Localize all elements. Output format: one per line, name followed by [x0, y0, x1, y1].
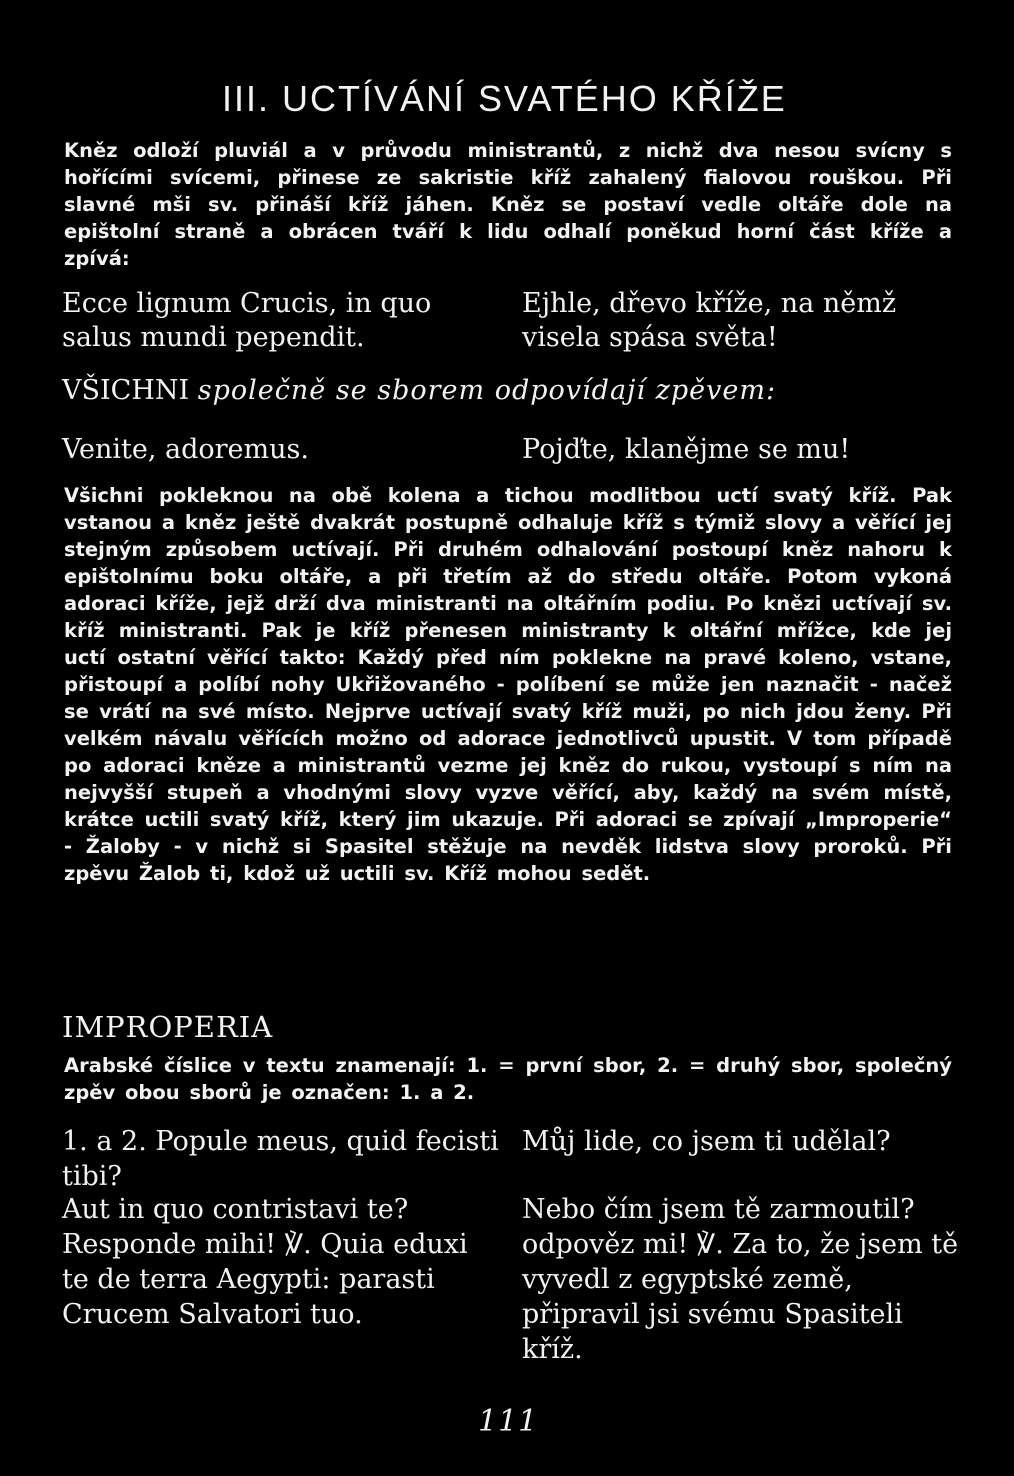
- venite-latin: Venite, adoremus.: [62, 434, 309, 465]
- vsichni-text: společně se sborem odpovídají zpěvem:: [197, 375, 777, 406]
- rubric-procession: Kněz odloží pluviál a v průvodu ministrantů, z nichž dva nesou svícny s hořícími svícemi, přinese ze sakristie kříž zahalený fialovou rouškou. Při slavné mši sv. přináší kříž jáhen. Kněz se postaví vedle oltáře dole na epištolní straně a obrácen tváří k lidu odhalí poněkud horní část kříže a zpívá:: [64, 139, 952, 270]
- venite-czech: Pojďte, klanějme se mu!: [522, 434, 851, 465]
- verse-2-latin: Aut in quo contristavi te? Responde mihi! ℣. Quia eduxi te de terra Aegypti: parasti Crucem Salvatori tuo.: [62, 1194, 468, 1330]
- verse-1-czech: Můj lide, co jsem ti udělal?: [522, 1126, 891, 1157]
- improperia-heading: IMPROPERIA: [62, 1010, 274, 1044]
- verse-1-latin: 1. a 2. Popule meus, quid fecisti tibi?: [62, 1126, 499, 1192]
- page-number: 111: [478, 1404, 539, 1439]
- ecce-czech: Ejhle, dřevo kříže, na němž visela spása světa!: [522, 288, 897, 353]
- rubric-choirs: Arabské číslice v textu znamenají: 1. = první sbor, 2. = druhý sbor, společný zpěv obou sborů je označen: 1. a 2.: [64, 1054, 952, 1104]
- verse-2-czech: Nebo čím jsem tě zarmoutil? odpověz mi! ℣. Za to, že jsem tě vyvedl z egyptské země, připravil jsi svému Spasiteli kříž.: [522, 1194, 959, 1365]
- ecce-latin: Ecce lignum Crucis, in quo salus mundi pependit.: [62, 288, 432, 353]
- rubric-adoration: Všichni pokleknou na obě kolena a tichou modlitbou uctí svatý kříž. Pak vstanou a kněz ještě dvakrát postupně odhaluje kříž s týmiž slovy a věřící jej stejným způsobem uctívají. Při druhém odhalování postoupí kněz nahoru k epištolnímu boku oltáře, a při třetím až do středu oltáře. Potom vykoná adoraci kříže, jejž drží dva ministranti na oltářním podiu. Po knězi uctívají sv. kříž ministranti. Pak je kříž přenesen ministranty k oltářní mřížce, kde jej uctí ostatní věřící takto: Každý před ním poklekne na pravé koleno, vstane, přistoupí a políbí nohy Ukřižovaného - políbení se může jen naznačit - načež se vrátí na své místo. Nejprve uctívají svatý kříž muži, po nich jdou ženy. Při velkém návalu věřících možno od adorace jednotlivců upustit. V tom případě po adoraci kněze a ministrantů vezme jej kněz do rukou, vystoupí s ním na nejvyšší stupeň a vhodnými slovy vyzve věřící, aby, každý na svém místě, krátce uctili svatý kříž, který jim ukazuje. Při adoraci se zpívají „Improperie“ - Žaloby - v nichž si Spasitel stěžuje na nevděk lidstva slovy proroků. Při zpěvu Žalob ti, kdož už uctili sv. Kříž mohou sedět.: [64, 484, 952, 885]
- response-instruction: [62, 374, 776, 408]
- vsichni-label: VŠICHNI: [62, 375, 190, 406]
- section-title: III. UCTÍVÁNÍ SVATÉHO KŘÍŽE: [222, 78, 787, 119]
